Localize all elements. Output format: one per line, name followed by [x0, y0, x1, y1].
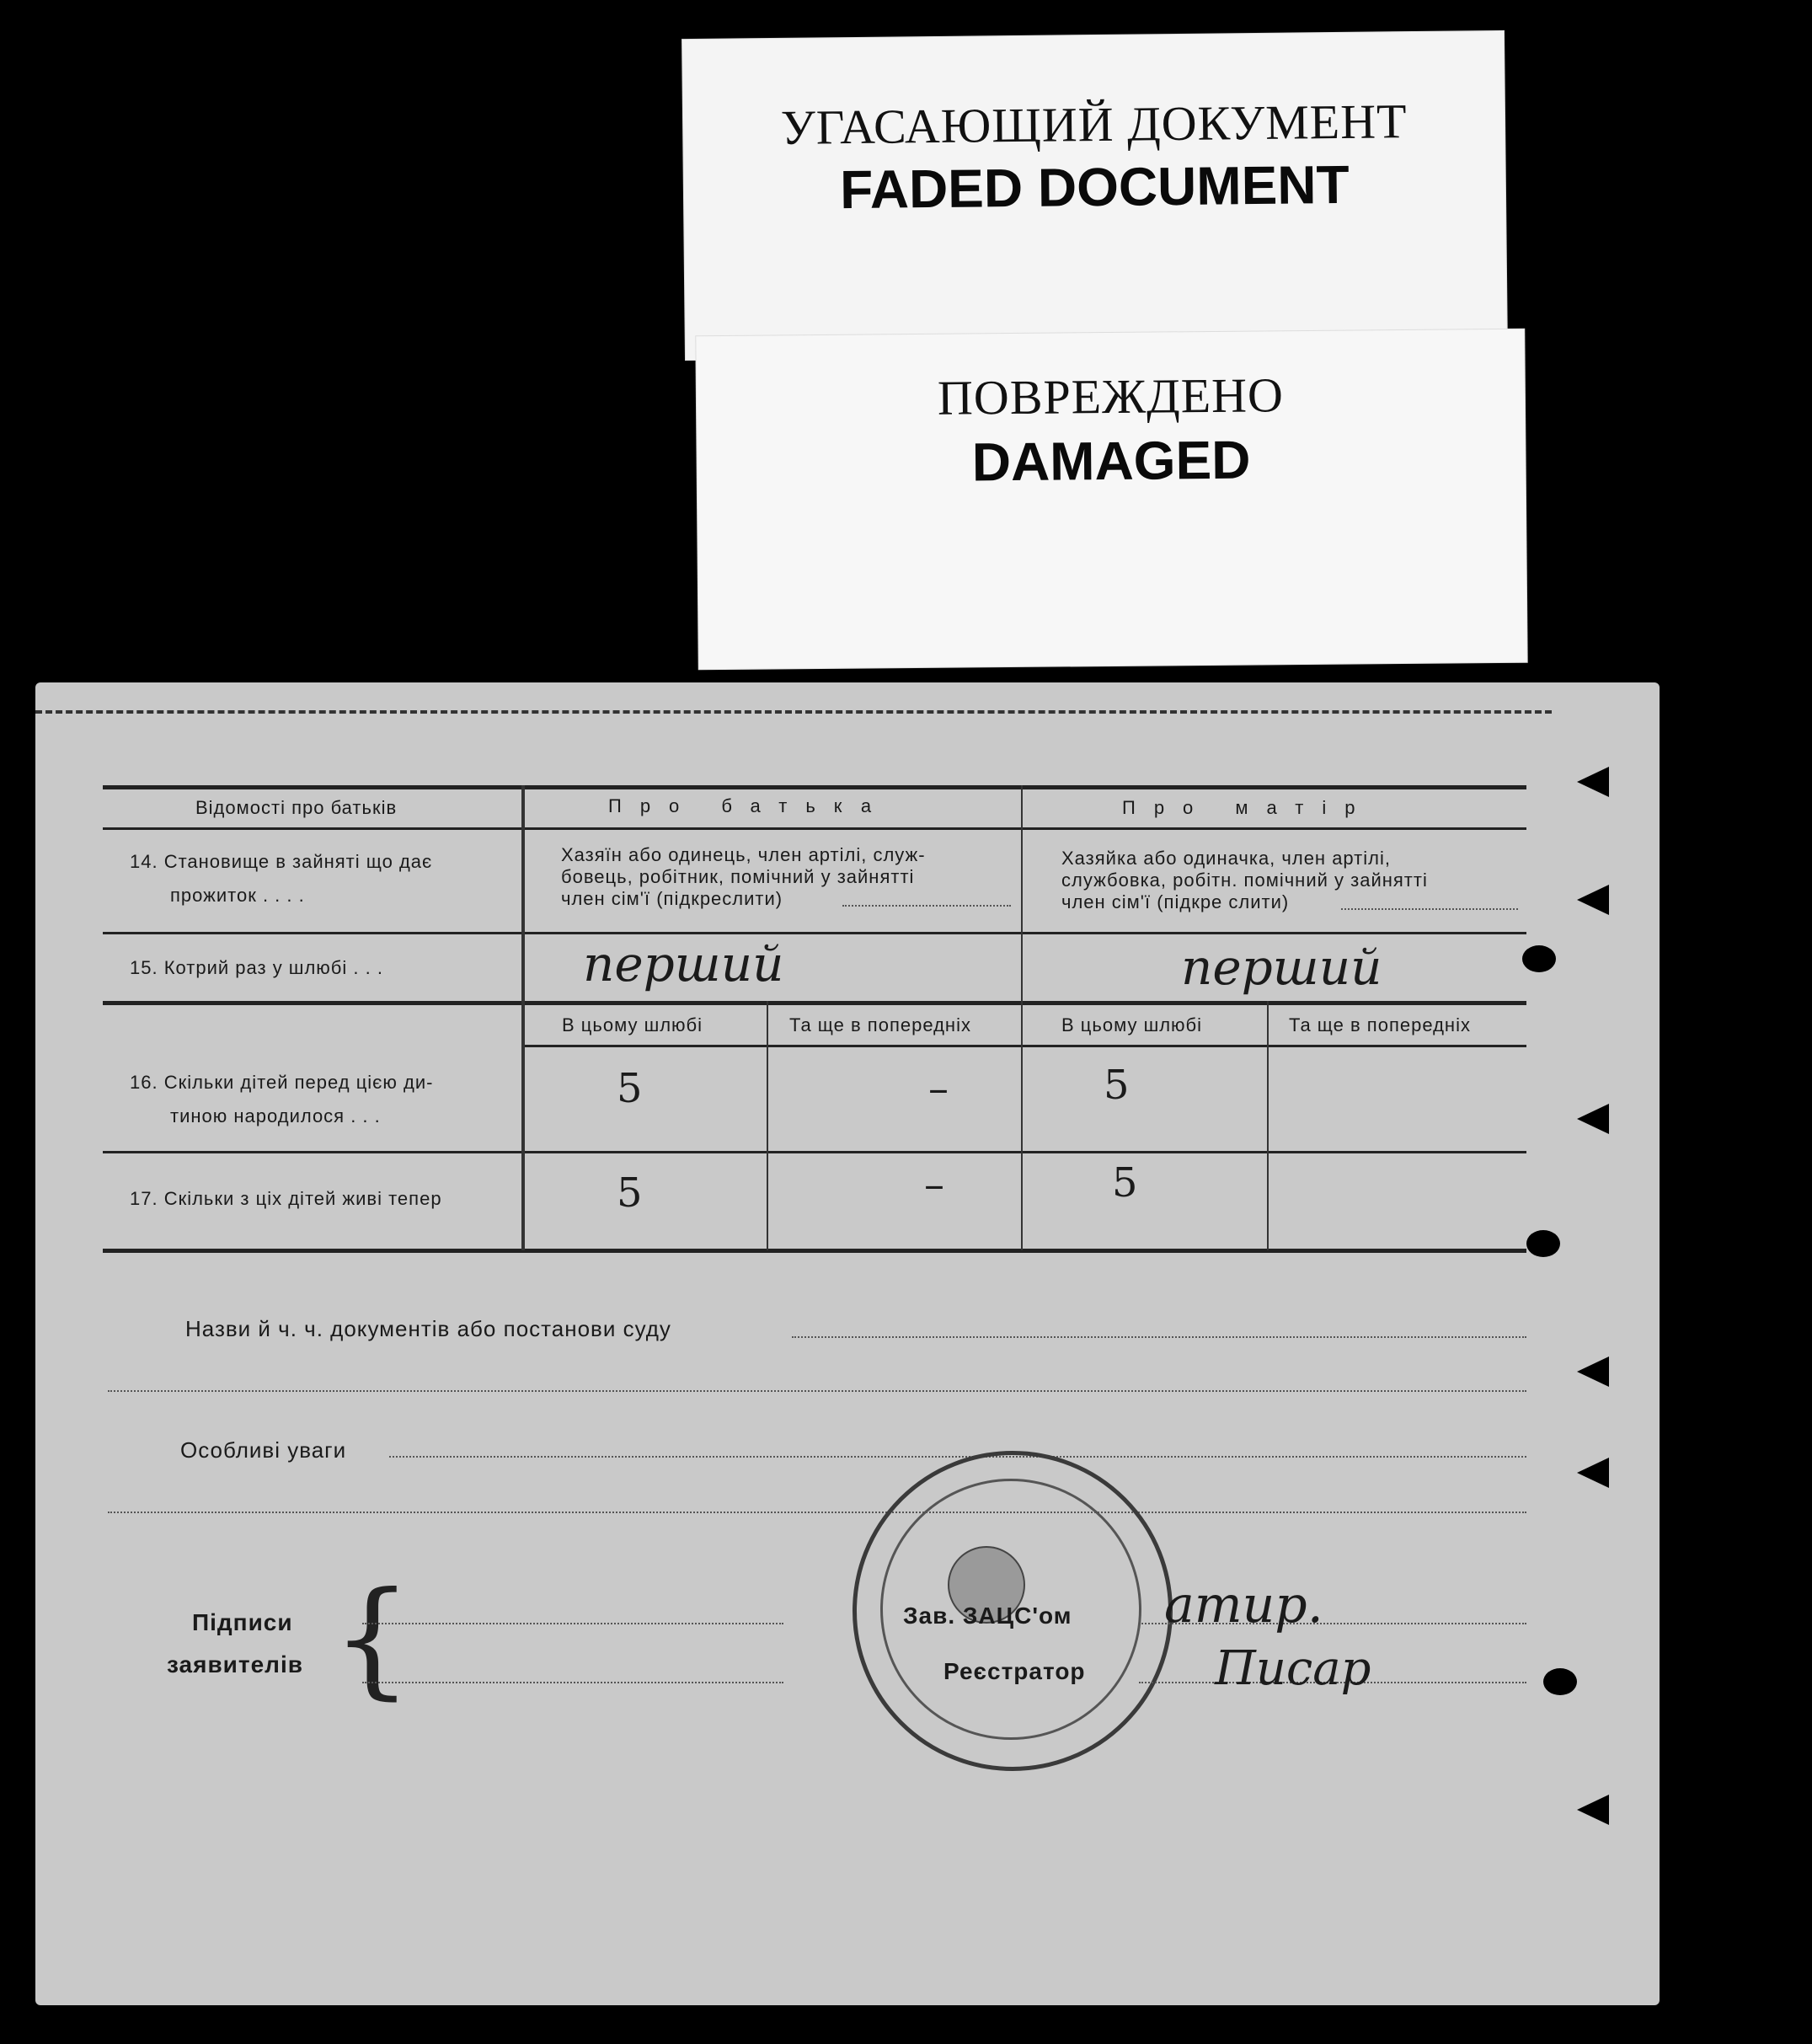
row14-label-cont: прожиток . . . . — [170, 885, 305, 906]
perforation-line — [35, 710, 1552, 714]
damaged-document-card — [696, 329, 1526, 670]
damaged-notice-en: DAMAGED — [971, 429, 1251, 493]
subheader-this-marriage-father: В цьому шлюбі — [562, 1014, 703, 1035]
notes-dots-2 — [108, 1512, 1526, 1513]
row15-father-value: перший — [583, 935, 784, 993]
header-father: Про батька — [608, 795, 890, 816]
binding-notch — [1577, 1104, 1609, 1134]
row16-father-prev: – — [928, 1065, 949, 1112]
header-mother: Про матір — [1122, 797, 1374, 818]
table-rule — [103, 932, 1526, 934]
row14-mother-text: службовка, робітн. помічний у зайнятті — [1061, 870, 1428, 891]
head-signature: атир. — [1164, 1576, 1323, 1635]
documents-label: Назви й ч. ч. документів або постанови суду — [185, 1316, 671, 1341]
applicant-signature-dots — [362, 1623, 783, 1624]
binding-hole — [1543, 1668, 1577, 1695]
row15-label: 15. Котрий раз у шлюбі . . . — [130, 957, 383, 978]
table-rule — [103, 827, 1526, 830]
subheader-this-marriage-mother: В цьому шлюбі — [1061, 1014, 1203, 1035]
row16-label: 16. Скільки дітей перед цією ди- — [130, 1072, 434, 1093]
table-column-rule — [767, 1001, 768, 1250]
signatures-brace: { — [332, 1565, 413, 1712]
row17-mother-this: 5 — [1112, 1159, 1138, 1207]
binding-notch — [1577, 1356, 1609, 1387]
damaged-notice-ru: ПОВРЕЖДЕНО — [937, 367, 1285, 425]
binding-notch — [1577, 885, 1609, 915]
documents-dots — [792, 1336, 1526, 1338]
documents-dots-2 — [108, 1390, 1526, 1392]
table-column-rule — [1267, 1001, 1269, 1250]
row16-mother-this: 5 — [1104, 1062, 1130, 1109]
registrar-signature: Писар — [1215, 1641, 1371, 1696]
faded-notice-ru: УГАСАЮЩИЙ ДОКУМЕНТ — [780, 94, 1408, 155]
faded-document-card — [682, 31, 1507, 360]
row14-father-text: член сім'ї (підкреслити) — [561, 888, 783, 909]
applicant-signature-dots-2 — [362, 1682, 783, 1683]
binding-hole — [1522, 945, 1556, 972]
row14-father-text: Хазяїн або одинець, член артілі, служ- — [561, 844, 926, 865]
table-rule — [103, 1151, 1526, 1153]
binding-notch — [1577, 1458, 1609, 1488]
row14-mother-text: Хазяйка або одиначка, член артілі, — [1061, 848, 1391, 869]
notes-dots — [389, 1456, 1526, 1458]
row14-mother-text: член сім'ї (підкре слити) — [1061, 891, 1290, 912]
binding-notch — [1577, 767, 1609, 797]
table-column-rule — [521, 785, 525, 1250]
subheader-previous-father: Та ще в попередніх — [789, 1014, 971, 1035]
binding-hole — [1526, 1230, 1560, 1257]
row15-mother-value: перший — [1181, 939, 1382, 996]
table-rule — [103, 1001, 1526, 1005]
table-bottom-rule — [103, 1249, 1526, 1253]
registrar-label: Реєстратор — [943, 1658, 1086, 1684]
row14-father-dots — [842, 905, 1011, 907]
row16-father-this: 5 — [617, 1065, 643, 1112]
form-page — [35, 682, 1660, 2005]
signatures-label-cont: заявителів — [167, 1651, 303, 1677]
row14-mother-dots — [1341, 908, 1518, 910]
row17-father-this: 5 — [617, 1169, 643, 1217]
binding-notch — [1577, 1795, 1609, 1825]
table-rule — [521, 1045, 1526, 1047]
table-top-rule — [103, 785, 1526, 789]
row16-label-cont: тиною народилося . . . — [170, 1105, 381, 1126]
row14-father-text: бовець, робітник, помічний у зайнятті — [561, 866, 915, 887]
row17-father-prev: – — [924, 1161, 944, 1208]
header-info-label: Відомості про батьків — [195, 797, 398, 818]
table-column-rule — [1021, 785, 1023, 1250]
signatures-label: Підписи — [192, 1609, 293, 1635]
subheader-previous-mother: Та ще в попередніх — [1289, 1014, 1471, 1035]
row17-label: 17. Скільки з ціх дітей живі тепер — [130, 1188, 442, 1209]
row14-label: 14. Становище в зайняті що дає — [130, 851, 433, 872]
faded-notice-en: FADED DOCUMENT — [839, 153, 1350, 221]
notes-label: Особливі уваги — [180, 1437, 347, 1463]
head-label: Зав. ЗАЦС'ом — [903, 1603, 1072, 1629]
